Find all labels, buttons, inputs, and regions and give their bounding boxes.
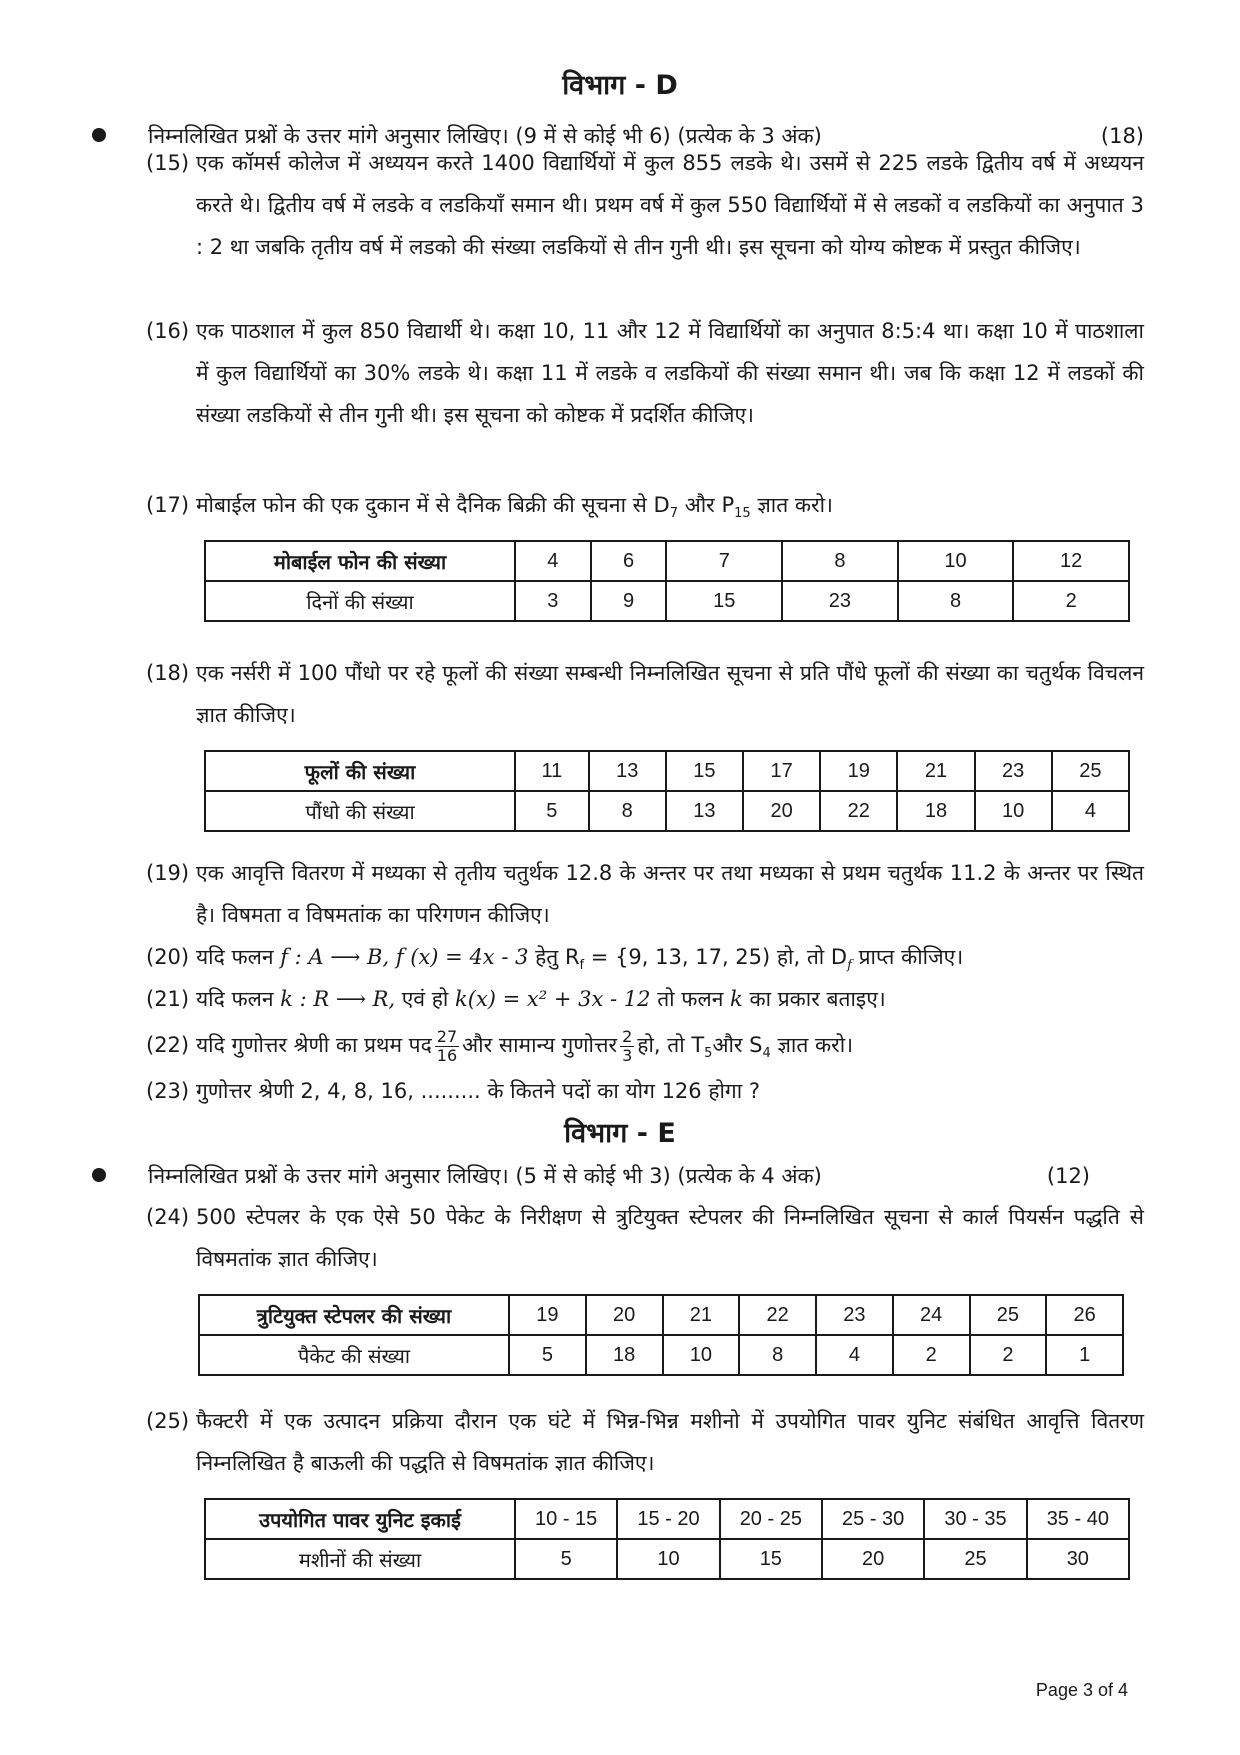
table-cell: 8 <box>898 581 1014 621</box>
q17-table <box>204 540 1130 622</box>
table-cell: 4 <box>515 541 591 581</box>
table-cell: 25 <box>924 1539 1026 1579</box>
table-cell: 5 <box>515 791 589 831</box>
question-number: (21) <box>146 987 190 1011</box>
table-cell: 10 <box>975 791 1052 831</box>
question-text: यदि फलन k : R ⟶ R, एवं हो k(x) = x² + 3x - 12 तो फलन k का प्रकार बताइए। <box>196 987 886 1011</box>
q24-table <box>198 1294 1124 1376</box>
table-cell: 2 <box>1013 581 1129 621</box>
table-header: मोबाईल फोन की संख्या <box>205 541 515 581</box>
question-17 <box>148 484 1144 535</box>
instruction-text: निम्नलिखित प्रश्नों के उत्तर मांगे अनुसार लिखिए। (9 में से कोई भी 6) (प्रत्येक के 3 अंक) <box>148 124 822 148</box>
table-cell: 9 <box>591 581 667 621</box>
table-cell: 20 <box>586 1295 663 1335</box>
question-text: मोबाईल फोन की एक दुकान में से दैनिक बिक्री की सूचना से $D_7$ और $P_{15}$ ज्ञात करो। <box>196 493 833 522</box>
question-number: (20) <box>146 945 190 969</box>
table-cell: 10 <box>898 541 1014 581</box>
question-21 <box>148 978 1144 1020</box>
question-text: एक नर्सरी में 100 पौंधो पर रहे फूलों की संख्या सम्बन्धी निम्नलिखित सूचना से प्रति पौंधे फूलों की संख्या का चतुर्थक विचलन ज्ञात कीजिए। <box>196 661 1144 727</box>
question-text: एक पाठशाल में कुल 850 विद्यार्थी थे। कक्षा 10, 11 और 12 में विद्यार्थियों का अनुपात 8:5:4 था। कक्षा 10 में पाठशाला में कुल विद्यार्थियों का 30% लडके थे। कक्षा 11 में लडके व लडकियों की संख्या समान थी। जब कि कक्षा 12 में लडकों की संख्या लडकियों से तीन गुनी थी। इस सूचना को कोष्टक में प्रदर्शित कीजिए। <box>196 319 1144 427</box>
question-number: (15) <box>146 151 190 175</box>
table-cell: 26 <box>1046 1295 1123 1335</box>
table-cell: 11 <box>515 751 589 791</box>
table-cell: 25 <box>1052 751 1129 791</box>
table-cell: 4 <box>816 1335 893 1375</box>
question-16 <box>148 310 1144 436</box>
table-cell: 18 <box>586 1335 663 1375</box>
table-cell: 20 <box>743 791 820 831</box>
table-cell: 24 <box>893 1295 970 1335</box>
table-cell: 22 <box>739 1295 816 1335</box>
question-text: एक कॉमर्स कोलेज में अध्ययन करते 1400 विद्यार्थियों में कुल 855 लडके थे। उसमें से 225 लडके द्वितीय वर्ष में अध्ययन करते थे। द्वितीय वर्ष में लडके व लडकियाँ समान थी। प्रथम वर्ष में कुल 550 विद्यार्थियों में से लडकों व लडकियों का अनुपात 3 : 2 था जबकि तृतीय वर्ष में लडको की संख्या लडकियों से तीन गुनी थी। इस सूचना को योग्य कोष्टक में प्रस्तुत कीजिए। <box>196 151 1144 259</box>
table-cell: 15 <box>666 581 782 621</box>
question-15 <box>148 142 1144 268</box>
bullet-icon <box>92 1168 106 1182</box>
question-18 <box>148 652 1144 736</box>
question-text: एक आवृत्ति वितरण में मध्यका से तृतीय चतुर्थक 12.8 के अन्तर पर तथा मध्यका से प्रथम चतुर्थक 11.2 के अन्तर पर स्थित है। विषमता व विषमतांक का परिगणन कीजिए। <box>196 861 1144 927</box>
table-cell: 23 <box>975 751 1052 791</box>
question-text: फैक्टरी में एक उत्पादन प्रक्रिया दौरान एक घंटे में भिन्न-भिन्न मशीनो में उपयोगित पावर युनिट संबंधित आवृत्ति वितरण निम्नलिखित है बाऊली की पद्धति से विषमतांक ज्ञात कीजिए। <box>196 1409 1144 1475</box>
question-22 <box>148 1024 1144 1075</box>
fraction: $\frac{2}{3}$ <box>622 1026 633 1065</box>
instruction-text: निम्नलिखित प्रश्नों के उत्तर मांगे अनुसार लिखिए। (5 में से कोई भी 3) (प्रत्येक के 4 अंक) <box>148 1164 822 1188</box>
table-cell: 35 - 40 <box>1027 1499 1129 1539</box>
table-cell: 18 <box>897 791 974 831</box>
table-cell: 6 <box>591 541 667 581</box>
bullet-icon <box>92 128 106 142</box>
question-19 <box>148 852 1144 936</box>
table-cell: 25 - 30 <box>822 1499 924 1539</box>
table-cell: 23 <box>782 581 898 621</box>
table-cell: 30 - 35 <box>924 1499 1026 1539</box>
table-header: त्रुटियुक्त स्टेपलर की संख्या <box>199 1295 509 1335</box>
table-header: उपयोगित पावर युनिट इकाई <box>205 1499 515 1539</box>
table-cell: 10 - 15 <box>515 1499 617 1539</box>
question-number: (25) <box>146 1409 190 1433</box>
question-number: (16) <box>146 319 190 343</box>
question-number: (23) <box>146 1079 190 1103</box>
table-cell: 15 <box>666 751 743 791</box>
table-cell: 5 <box>509 1335 586 1375</box>
table-cell: 10 <box>663 1335 740 1375</box>
table-cell: 5 <box>515 1539 617 1579</box>
question-24 <box>148 1196 1144 1280</box>
table-cell: 17 <box>743 751 820 791</box>
question-number: (24) <box>146 1205 190 1229</box>
section-e-instruction <box>82 1156 1144 1196</box>
table-cell: 8 <box>739 1335 816 1375</box>
question-text: यदि फलन f : A ⟶ B, f (x) = 4x - 3 हेतु $R_f = \{9$, 13, 17, 25) हो, तो $D_f$ प्राप्त कीजिए। <box>196 945 964 974</box>
table-cell: 23 <box>816 1295 893 1335</box>
table-cell: 20 <box>822 1539 924 1579</box>
table-cell: 13 <box>666 791 743 831</box>
table-cell: 21 <box>897 751 974 791</box>
table-cell: 7 <box>666 541 782 581</box>
table-header: दिनों की संख्या <box>205 581 515 621</box>
question-text: यदि गुणोत्तर श्रेणी का प्रथम पद $\frac{27}{16}$ और सामान्य गुणोत्तर $\frac{2}{3}$ हो, तो $T_5और$ $S_4$ ज्ञात करो। <box>196 1026 854 1065</box>
table-cell: 19 <box>820 751 897 791</box>
question-23 <box>148 1070 1144 1112</box>
table-cell: 8 <box>782 541 898 581</box>
section-e-title: विभाग - E <box>564 1118 676 1149</box>
table-cell: 2 <box>970 1335 1047 1375</box>
table-header: पैकेट की संख्या <box>199 1335 509 1375</box>
q18-table <box>204 750 1130 832</box>
table-cell: 13 <box>589 751 666 791</box>
table-cell: 4 <box>1052 791 1129 831</box>
section-marks: (18) <box>1100 124 1144 148</box>
question-number: (22) <box>146 1033 190 1057</box>
table-cell: 8 <box>589 791 666 831</box>
section-marks: (12) <box>1046 1164 1090 1188</box>
question-25 <box>148 1400 1144 1484</box>
page-number: Page 3 of 4 <box>1035 1680 1128 1700</box>
table-cell: 25 <box>970 1295 1047 1335</box>
table-cell: 12 <box>1013 541 1129 581</box>
question-number: (19) <box>146 861 190 885</box>
fraction: $\frac{27}{16}$ <box>436 1026 458 1065</box>
q25-table <box>204 1498 1130 1580</box>
table-header: फूलों की संख्या <box>205 751 515 791</box>
table-header: मशीनों की संख्या <box>205 1539 515 1579</box>
table-cell: 30 <box>1027 1539 1129 1579</box>
table-cell: 21 <box>663 1295 740 1335</box>
table-cell: 3 <box>515 581 591 621</box>
table-cell: 10 <box>617 1539 719 1579</box>
section-d-title: विभाग - D <box>562 70 678 101</box>
table-cell: 20 - 25 <box>720 1499 822 1539</box>
question-number: (18) <box>146 661 190 685</box>
question-number: (17) <box>146 493 190 517</box>
question-text: 500 स्टेपलर के एक ऐसे 50 पेकेट के निरीक्षण से त्रुटियुक्त स्टेपलर की निम्नलिखित सूचना से कार्ल पियर्सन पद्धति से विषमतांक ज्ञात कीजिए। <box>196 1205 1144 1271</box>
table-cell: 19 <box>509 1295 586 1335</box>
table-cell: 1 <box>1046 1335 1123 1375</box>
table-cell: 2 <box>893 1335 970 1375</box>
table-header: पौंधो की संख्या <box>205 791 515 831</box>
question-text: गुणोत्तर श्रेणी 2, 4, 8, 16, ......... के कितने पदों का योग 126 होगा ? <box>196 1079 760 1103</box>
table-cell: 22 <box>820 791 897 831</box>
table-cell: 15 <box>720 1539 822 1579</box>
table-cell: 15 - 20 <box>617 1499 719 1539</box>
